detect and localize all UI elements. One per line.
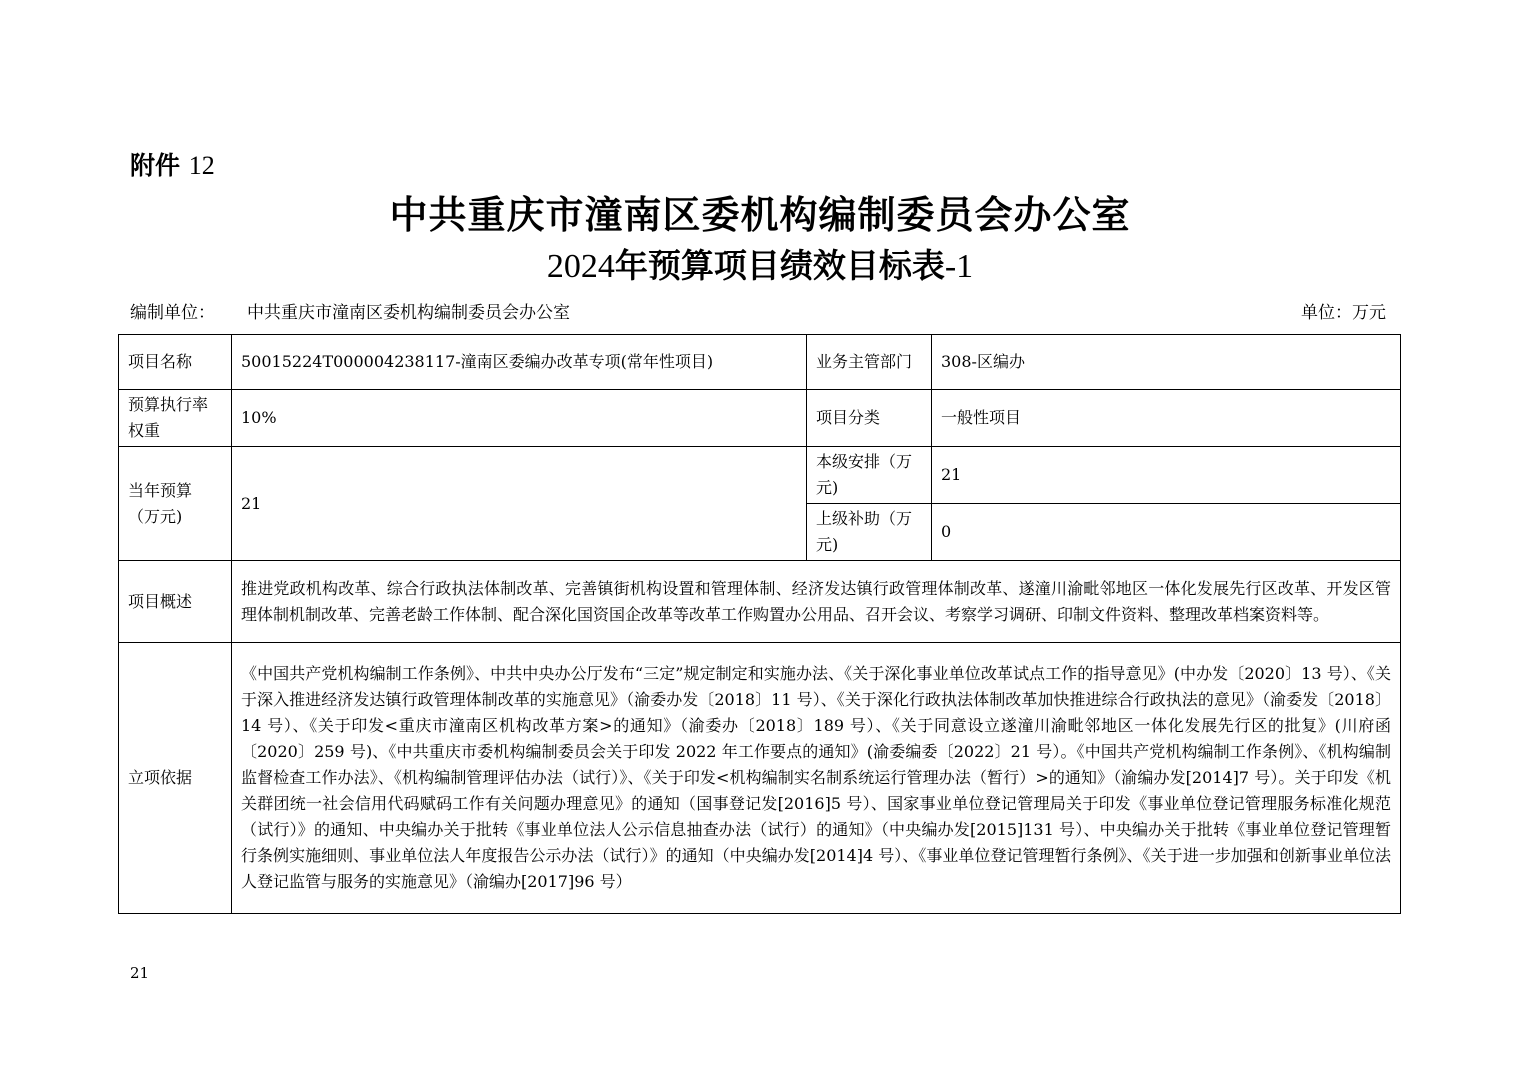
- table-row: [119, 561, 1401, 643]
- local-label: 本级安排（万元): [807, 447, 932, 504]
- table-row: [119, 390, 1401, 447]
- local-value: 21: [932, 447, 1401, 504]
- basis-label: 立项依据: [119, 643, 232, 914]
- document-title: 中共重庆市潼南区委机构编制委员会办公室: [389, 193, 1131, 237]
- table-row: [119, 447, 1401, 504]
- overview-label: 项目概述: [119, 561, 232, 643]
- attachment-label: [130, 146, 215, 182]
- project-name-value: 50015224T000004238117-潼南区委编办改革专项(常年性项目): [232, 335, 807, 390]
- dept-value: 308-区编办: [932, 335, 1401, 390]
- table-row: [119, 643, 1401, 914]
- document-subtitle: [0, 240, 1520, 287]
- upper-label: 上级补助（万元): [807, 504, 932, 561]
- upper-value: 0: [932, 504, 1401, 561]
- subtitle-text: 年预算项目绩效目标表: [614, 246, 945, 285]
- table-row: [119, 335, 1401, 390]
- budget-value: 21: [232, 447, 807, 561]
- attachment-label-text: 附件: [130, 151, 181, 180]
- category-value: 一般性项目: [932, 390, 1401, 447]
- compile-unit-label: 编制单位：: [130, 303, 215, 323]
- subtitle-year: 2024: [546, 248, 615, 285]
- project-name-label: 项目名称: [119, 335, 232, 390]
- page-number: 21: [130, 964, 150, 982]
- weight-label: 预算执行率权重: [119, 390, 232, 447]
- weight-value: 10%: [232, 390, 807, 447]
- performance-table: [118, 334, 1401, 914]
- subtitle-suffix: -1: [944, 248, 974, 285]
- basis-value: 《中国共产党机构编制工作条例》、中共中央办公厅发布“三定”规定制定和实施办法、《关于深化事业单位改革试点工作的指导意见》(中办发〔2020〕13 号）、《关于深入推进经济发达镇行政管理体制改革的实施意见》（渝委办发〔2018〕11 号）、《关于深化行政执法体制改革加快推进综合行政执法的意见》（渝委发〔2018〕14 号）、《关于印发<重庆市潼南区机构改革方案>的通知》（渝委办〔2018〕189 号）、《关于同意设立遂潼川渝毗邻地区一体化发展先行区的批复》(川府函〔2020〕259 号)、《中共重庆市委机构编制委员会关于印发 2022 年工作要点的通知》(渝委编委〔2022〕21 号）。《中国共产党机构编制工作条例》、《机构编制监督检查工作办法》、《机构编制管理评估办法（试行）》、《关于印发<机构编制实名制系统运行管理办法（暂行）>的通知》（渝编办发[2014]7 号）。关于印发《机关群团统一社会信用代码赋码工作有关问题办理意见》的通知（国事登记发[2016]5 号）、国家事业单位登记管理局关于印发《事业单位登记管理服务标准化规范（试行）》的通知、中央编办关于批转《事业单位法人公示信息抽查办法（试行）的通知》（中央编办发[2015]131 号）、中央编办关于批转《事业单位登记管理暂行条例实施细则、事业单位法人年度报告公示办法（试行）》的通知（中央编办发[2014]4 号）、《事业单位登记管理暂行条例》、《关于进一步加强和创新事业单位法人登记监管与服务的实施意见》（渝编办[2017]96 号）: [232, 643, 1401, 914]
- dept-label: 业务主管部门: [807, 335, 932, 390]
- category-label: 项目分类: [807, 390, 932, 447]
- budget-label: 当年预算（万元): [119, 447, 232, 561]
- attachment-number: 12: [188, 151, 215, 180]
- overview-value: 推进党政机构改革、综合行政执法体制改革、完善镇街机构设置和管理体制、经济发达镇行政管理体制改革、遂潼川渝毗邻地区一体化发展先行区改革、开发区管理体制机制改革、完善老龄工作体制、配合深化国资国企改革等改革工作购置办公用品、召开会议、考察学习调研、印制文件资料、整理改革档案资料等。: [232, 561, 1401, 643]
- compile-unit: [130, 298, 570, 323]
- compile-unit-value: 中共重庆市潼南区委机构编制委员会办公室: [247, 303, 570, 323]
- currency-unit: 单位：万元: [1301, 303, 1386, 323]
